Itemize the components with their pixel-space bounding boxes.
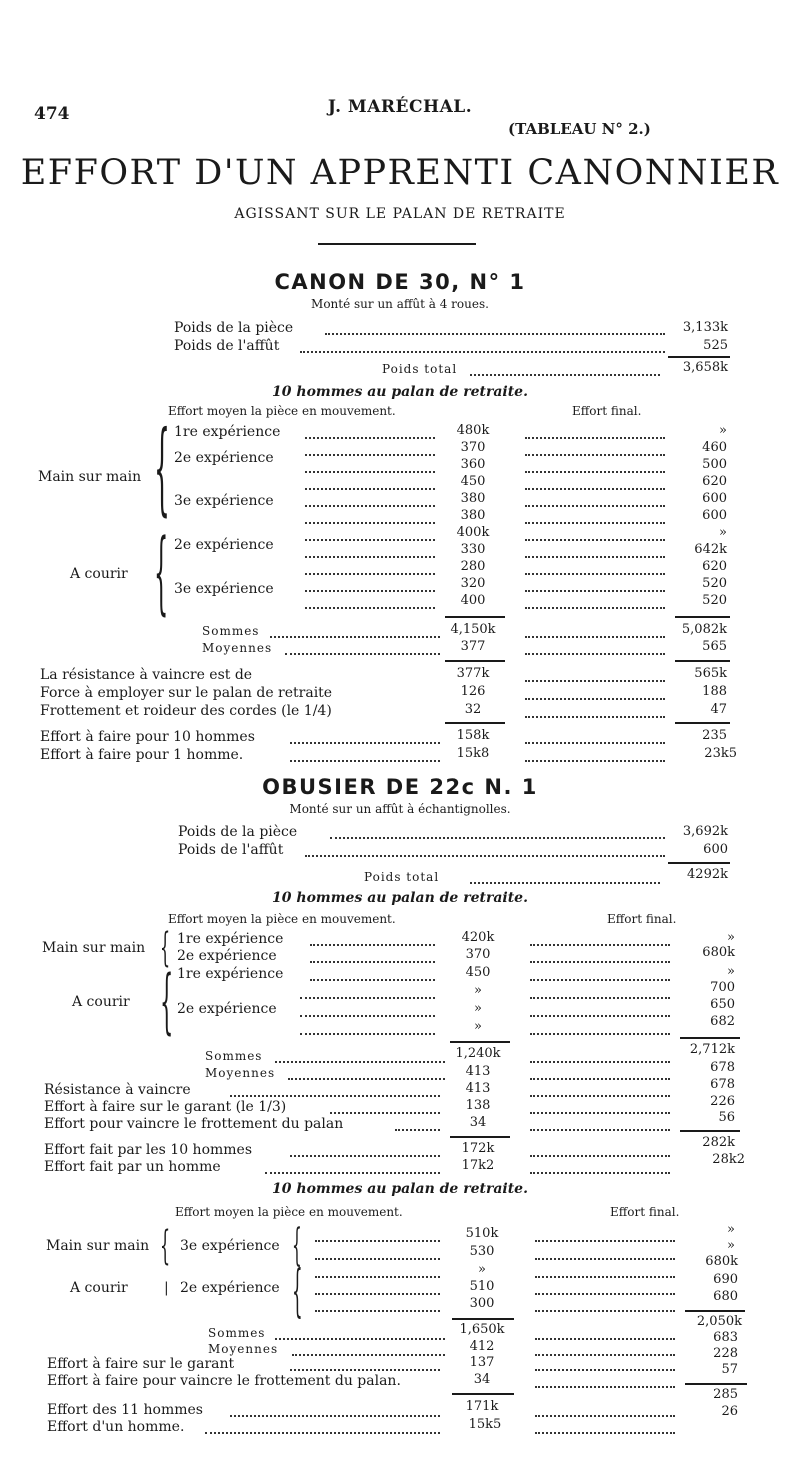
canon-weight-label-2: Poids de l'affût bbox=[174, 338, 280, 354]
dot-leader bbox=[305, 556, 435, 558]
canon-effort-f: 235 bbox=[702, 728, 727, 743]
obusier-group-main: Main sur main bbox=[42, 940, 146, 956]
dot-leader bbox=[530, 1015, 670, 1017]
obusier2-row-f: 680 bbox=[713, 1289, 738, 1304]
obusier2-exp-1: 3e expérience bbox=[180, 1238, 280, 1254]
obusier-calc-m: 34 bbox=[469, 1115, 487, 1130]
section-title-obusier: OBUSIER DE 22c N. 1 bbox=[262, 775, 538, 799]
obusier2-row-f: 690 bbox=[713, 1272, 738, 1287]
obusier-sommes-f: 2,712k bbox=[689, 1042, 735, 1057]
obusier2-calc-f: 57 bbox=[721, 1362, 738, 1377]
canon-calc-m: 32 bbox=[464, 702, 482, 717]
canon-exp-5: 3e expérience bbox=[174, 581, 274, 597]
canon-row-m: 360 bbox=[460, 457, 486, 472]
obusier-total-value: 4292k bbox=[687, 867, 728, 882]
dot-leader bbox=[530, 1112, 670, 1114]
dot-leader bbox=[530, 1061, 670, 1063]
dot-leader bbox=[525, 573, 665, 575]
obusier2-moyennes-m: 412 bbox=[469, 1339, 495, 1354]
dot-leader bbox=[305, 437, 435, 439]
sum-rule bbox=[675, 722, 730, 724]
canon-moyennes-m: 377 bbox=[460, 639, 486, 654]
canon-exp-3: 3e expérience bbox=[174, 493, 274, 509]
dot-leader bbox=[305, 539, 435, 541]
brace-icon: { bbox=[292, 1220, 302, 1271]
dot-leader bbox=[315, 1240, 440, 1242]
dot-leader bbox=[300, 1015, 435, 1017]
canon-calc-label-1: La résistance à vaincre est de bbox=[40, 667, 253, 683]
sum-rule bbox=[445, 616, 505, 618]
dot-leader bbox=[230, 1415, 440, 1417]
canon-sommes-m: 4,150k bbox=[450, 622, 496, 637]
dot-leader bbox=[315, 1258, 440, 1260]
dot-leader bbox=[315, 1276, 440, 1278]
obusier-calc-label-2: Effort à faire sur le garant (le 1/3) bbox=[44, 1099, 287, 1115]
canon-effort-m: 15k8 bbox=[456, 746, 490, 761]
sum-rule bbox=[685, 1383, 747, 1385]
obusier-total-label: Poids total bbox=[364, 870, 440, 884]
canon-effort-f: 23k5 bbox=[704, 746, 737, 761]
canon-row-m: 400k bbox=[456, 525, 490, 540]
sum-rule bbox=[452, 1393, 514, 1395]
obusier-exp-3: 1re expérience bbox=[177, 966, 284, 982]
dot-leader bbox=[525, 680, 665, 682]
dot-leader bbox=[230, 1095, 440, 1097]
canon-row-m: 380 bbox=[460, 491, 486, 506]
brace-icon: { bbox=[160, 960, 174, 1042]
dot-leader bbox=[315, 1293, 440, 1295]
obusier-row-f: 700 bbox=[710, 980, 735, 995]
dot-leader bbox=[535, 1310, 675, 1312]
sum-rule bbox=[675, 616, 730, 618]
dot-leader bbox=[290, 1369, 440, 1371]
dot-leader bbox=[310, 961, 435, 963]
canon-effort-label-1: Effort à faire pour 10 hommes bbox=[40, 729, 255, 745]
dot-leader bbox=[535, 1293, 675, 1295]
dot-leader bbox=[525, 556, 665, 558]
canon-sommes-f: 5,082k bbox=[681, 622, 727, 637]
obusier-calc-f: 56 bbox=[718, 1110, 735, 1125]
obusier-effort-f: 28k2 bbox=[712, 1152, 745, 1167]
brace-icon: { bbox=[160, 1223, 171, 1269]
dot-leader bbox=[275, 1061, 445, 1063]
dot-leader bbox=[530, 1033, 670, 1035]
canon-weight-value-1: 3,133k bbox=[682, 320, 728, 335]
obusier-sommes-m: 1,240k bbox=[455, 1046, 501, 1061]
dot-leader bbox=[292, 1354, 445, 1356]
page-title: EFFORT D'UN APPRENTI CANONNIER bbox=[20, 153, 780, 193]
canon-exp-1: 1re expérience bbox=[174, 424, 281, 440]
obusier-weight-label-2: Poids de l'affût bbox=[178, 842, 284, 858]
canon-row-f: 460 bbox=[702, 440, 727, 455]
canon-row-m: 280 bbox=[460, 559, 486, 574]
obusier2-calc-label-1: Effort à faire sur le garant bbox=[47, 1356, 235, 1372]
obusier-effort-m: 172k bbox=[461, 1141, 495, 1156]
sum-rule bbox=[675, 660, 730, 662]
canon-row-f: 600 bbox=[702, 508, 727, 523]
dot-leader bbox=[290, 1155, 440, 1157]
canon-row-m: 400 bbox=[460, 593, 486, 608]
obusier-row-m: 420k bbox=[461, 930, 495, 945]
canon-weight-value-2: 525 bbox=[703, 338, 728, 353]
dot-leader bbox=[305, 522, 435, 524]
canon-row-f: 500 bbox=[702, 457, 727, 472]
obusier-calc-m: 138 bbox=[465, 1098, 491, 1113]
obusier-row-m: » bbox=[474, 1001, 482, 1016]
dot-leader bbox=[525, 760, 665, 762]
obusier-calc-f: 226 bbox=[710, 1094, 735, 1109]
page-number: 474 bbox=[34, 104, 70, 124]
obusier-row-m: 370 bbox=[465, 947, 491, 962]
obusier2-calc-m: 137 bbox=[469, 1355, 495, 1370]
obusier2-row-m: 300 bbox=[469, 1296, 495, 1311]
dot-leader bbox=[470, 374, 660, 376]
obusier-row-f: 650 bbox=[710, 997, 735, 1012]
obusier-col-right: Effort final. bbox=[607, 912, 677, 926]
obusier-moyennes-m: 413 bbox=[465, 1064, 491, 1079]
dot-leader bbox=[305, 471, 435, 473]
canon-effort-label-2: Effort à faire pour 1 homme. bbox=[40, 747, 244, 763]
obusier-weight-label-1: Poids de la pièce bbox=[178, 824, 298, 840]
dot-leader bbox=[325, 333, 665, 335]
canon-row-f: » bbox=[719, 525, 727, 540]
dot-leader bbox=[290, 742, 440, 744]
dot-leader bbox=[290, 760, 440, 762]
title-rule bbox=[318, 243, 476, 245]
canon-moyennes-label: Moyennes bbox=[202, 641, 273, 655]
canon-group-main: Main sur main bbox=[38, 469, 142, 485]
obusier-col-left: Effort moyen la pièce en mouvement. bbox=[168, 912, 396, 926]
sum-rule bbox=[445, 660, 505, 662]
dot-leader bbox=[525, 742, 665, 744]
dot-leader bbox=[305, 505, 435, 507]
sum-rule bbox=[685, 1310, 745, 1312]
brace-icon: { bbox=[160, 925, 171, 971]
sum-rule bbox=[445, 722, 505, 724]
canon-calc-f: 565k bbox=[694, 666, 727, 681]
dot-leader bbox=[525, 471, 665, 473]
obusier-moyennes-label: Moyennes bbox=[205, 1066, 276, 1080]
dot-leader bbox=[300, 351, 665, 353]
obusier2-sommes-label: Sommes bbox=[208, 1326, 266, 1340]
obusier-sommes-label: Sommes bbox=[205, 1049, 263, 1063]
dot-leader bbox=[470, 882, 660, 884]
obusier-group-courir: A courir bbox=[72, 994, 130, 1010]
dot-leader bbox=[300, 1033, 435, 1035]
dot-leader bbox=[305, 590, 435, 592]
canon-men-title: 10 hommes au palan de retraite. bbox=[272, 384, 528, 400]
obusier2-row-m: 510 bbox=[469, 1279, 495, 1294]
obusier-row-f: 682 bbox=[710, 1014, 735, 1029]
brace-icon: { bbox=[292, 1259, 303, 1324]
tableau-label: (TABLEAU N° 2.) bbox=[508, 120, 651, 138]
brace-icon: { bbox=[154, 409, 170, 526]
dot-leader bbox=[525, 698, 665, 700]
dot-leader bbox=[535, 1369, 675, 1371]
obusier2-row-m: 530 bbox=[469, 1244, 495, 1259]
obusier-calc-m: 413 bbox=[465, 1081, 491, 1096]
dot-leader bbox=[530, 997, 670, 999]
canon-col-left: Effort moyen la pièce en mouvement. bbox=[168, 404, 396, 418]
canon-row-m: 380 bbox=[460, 508, 486, 523]
dot-leader bbox=[530, 979, 670, 981]
obusier2-effort-f: 26 bbox=[721, 1404, 738, 1419]
dot-leader bbox=[530, 1078, 670, 1080]
dot-leader bbox=[310, 944, 435, 946]
dot-leader bbox=[535, 1240, 675, 1242]
obusier-effort-label-2: Effort fait par un homme bbox=[44, 1159, 221, 1175]
dot-leader bbox=[305, 855, 665, 857]
obusier-row-f: 680k bbox=[702, 945, 735, 960]
sum-rule bbox=[668, 862, 730, 864]
obusier-calc-f: 678 bbox=[710, 1077, 735, 1092]
dot-leader bbox=[525, 505, 665, 507]
sum-rule bbox=[680, 1037, 740, 1039]
obusier2-calc-label-2: Effort à faire pour vaincre le frottement du palan. bbox=[47, 1373, 401, 1389]
canon-calc-label-3: Frottement et roideur des cordes (le 1/4) bbox=[40, 703, 332, 719]
canon-row-f: 620 bbox=[702, 474, 727, 489]
dot-leader bbox=[525, 488, 665, 490]
page-subtitle: AGISSANT SUR LE PALAN DE RETRAITE bbox=[234, 206, 566, 222]
obusier-weight-value-1: 3,692k bbox=[682, 824, 728, 839]
dot-leader bbox=[530, 1129, 670, 1131]
obusier2-effort-label-2: Effort d'un homme. bbox=[47, 1419, 185, 1435]
obusier2-men-title: 10 hommes au palan de retraite. bbox=[272, 1181, 528, 1197]
dot-leader bbox=[525, 607, 665, 609]
dot-leader bbox=[300, 997, 435, 999]
canon-row-m: 480k bbox=[456, 423, 490, 438]
obusier-calc-label-1: Résistance à vaincre bbox=[44, 1082, 191, 1098]
dot-leader bbox=[305, 607, 435, 609]
obusier2-col-left: Effort moyen la pièce en mouvement. bbox=[175, 1205, 403, 1219]
dot-leader bbox=[315, 1310, 440, 1312]
dot-leader bbox=[530, 961, 670, 963]
obusier-weight-value-2: 600 bbox=[703, 842, 728, 857]
dot-leader bbox=[535, 1386, 675, 1388]
obusier2-sommes-f: 2,050k bbox=[696, 1314, 742, 1329]
dot-leader bbox=[525, 454, 665, 456]
dot-leader bbox=[530, 1095, 670, 1097]
obusier2-row-m: 510k bbox=[465, 1226, 499, 1241]
canon-row-f: 642k bbox=[694, 542, 727, 557]
dot-leader bbox=[530, 1155, 670, 1157]
canon-row-m: 330 bbox=[460, 542, 486, 557]
obusier-effort-m: 17k2 bbox=[461, 1158, 495, 1173]
dot-leader bbox=[535, 1258, 675, 1260]
obusier2-moyennes-label: Moyennes bbox=[208, 1342, 279, 1356]
dot-leader bbox=[310, 979, 435, 981]
obusier-row-m: » bbox=[474, 1019, 482, 1034]
dot-leader bbox=[525, 522, 665, 524]
dot-leader bbox=[525, 437, 665, 439]
obusier2-row-f: » bbox=[727, 1222, 735, 1237]
obusier2-sommes-m: 1,650k bbox=[459, 1322, 505, 1337]
obusier2-effort-m: 171k bbox=[465, 1399, 499, 1414]
dot-leader bbox=[288, 1078, 445, 1080]
obusier-effort-f: 282k bbox=[702, 1135, 735, 1150]
canon-row-m: 370 bbox=[460, 440, 486, 455]
canon-group-courir: A courir bbox=[70, 566, 128, 582]
obusier2-row-m: » bbox=[478, 1262, 486, 1277]
dot-leader bbox=[330, 1112, 440, 1114]
obusier2-group-main: Main sur main bbox=[46, 1238, 150, 1254]
dot-leader bbox=[305, 573, 435, 575]
sum-rule bbox=[452, 1318, 514, 1320]
dot-leader bbox=[535, 1338, 675, 1340]
obusier-calc-label-3: Effort pour vaincre le frottement du palan bbox=[44, 1116, 344, 1132]
brace-icon: { bbox=[154, 520, 169, 625]
obusier2-row-f: 680k bbox=[705, 1254, 738, 1269]
dot-leader bbox=[535, 1415, 675, 1417]
dot-leader bbox=[285, 653, 440, 655]
dot-leader bbox=[535, 1354, 675, 1356]
obusier2-group-courir: A courir bbox=[70, 1280, 128, 1296]
obusier2-moyennes-f: 683 bbox=[713, 1330, 738, 1345]
obusier-men-title: 10 hommes au palan de retraite. bbox=[272, 890, 528, 906]
dot-leader bbox=[525, 716, 665, 718]
canon-total-label: Poids total bbox=[382, 362, 458, 376]
obusier-row-f: » bbox=[727, 964, 735, 979]
canon-weight-label-1: Poids de la pièce bbox=[174, 320, 294, 336]
dot-leader bbox=[530, 1172, 670, 1174]
canon-row-f: 620 bbox=[702, 559, 727, 574]
canon-total-value: 3,658k bbox=[682, 360, 728, 375]
canon-row-m: 450 bbox=[460, 474, 486, 489]
sum-rule bbox=[668, 356, 730, 358]
dot-leader bbox=[525, 539, 665, 541]
sum-rule bbox=[680, 1130, 740, 1132]
sum-rule bbox=[450, 1041, 510, 1043]
dot-leader bbox=[525, 636, 665, 638]
dot-leader bbox=[525, 653, 665, 655]
canon-calc-f: 47 bbox=[710, 702, 727, 717]
obusier-mount: Monté sur un affût à échantignolles. bbox=[289, 802, 511, 816]
obusier-row-m: » bbox=[474, 983, 482, 998]
canon-effort-m: 158k bbox=[456, 728, 490, 743]
obusier2-col-right: Effort final. bbox=[610, 1205, 680, 1219]
running-head-author: J. MARÉCHAL. bbox=[327, 97, 473, 117]
dot-leader bbox=[205, 1432, 440, 1434]
dot-leader bbox=[270, 636, 440, 638]
canon-calc-label-2: Force à employer sur le palan de retraite bbox=[40, 685, 333, 701]
dot-leader bbox=[535, 1276, 675, 1278]
dot-leader bbox=[305, 454, 435, 456]
canon-exp-4: 2e expérience bbox=[174, 537, 274, 553]
obusier2-effort-label-1: Effort des 11 hommes bbox=[47, 1402, 203, 1418]
obusier-row-m: 450 bbox=[465, 965, 491, 980]
canon-row-f: 520 bbox=[702, 576, 727, 591]
dot-leader bbox=[330, 837, 665, 839]
canon-calc-f: 188 bbox=[702, 684, 727, 699]
pipe-icon: | bbox=[164, 1280, 169, 1296]
canon-calc-m: 377k bbox=[456, 666, 490, 681]
dot-leader bbox=[265, 1172, 440, 1174]
canon-calc-m: 126 bbox=[460, 684, 486, 699]
dot-leader bbox=[525, 590, 665, 592]
canon-row-f: 600 bbox=[702, 491, 727, 506]
dot-leader bbox=[395, 1129, 440, 1131]
obusier2-effort-f: 285 bbox=[713, 1387, 738, 1402]
obusier-moyennes-f: 678 bbox=[710, 1060, 735, 1075]
obusier2-effort-m: 15k5 bbox=[468, 1417, 502, 1432]
obusier2-row-f: » bbox=[727, 1238, 735, 1253]
obusier-exp-4: 2e expérience bbox=[177, 1001, 277, 1017]
sum-rule bbox=[450, 1136, 510, 1138]
obusier-effort-label-1: Effort fait par les 10 hommes bbox=[44, 1142, 253, 1158]
obusier-exp-2: 2e expérience bbox=[177, 948, 277, 964]
obusier-row-f: » bbox=[727, 930, 735, 945]
canon-moyennes-f: 565 bbox=[702, 639, 727, 654]
dot-leader bbox=[305, 488, 435, 490]
section-title-canon: CANON DE 30, N° 1 bbox=[274, 270, 526, 294]
canon-row-f: 520 bbox=[702, 593, 727, 608]
dot-leader bbox=[535, 1432, 675, 1434]
dot-leader bbox=[275, 1338, 445, 1340]
canon-sommes-label: Sommes bbox=[202, 624, 260, 638]
obusier-exp-1: 1re expérience bbox=[177, 931, 284, 947]
canon-row-f: » bbox=[719, 423, 727, 438]
dot-leader bbox=[530, 944, 670, 946]
obusier2-calc-f: 228 bbox=[713, 1346, 738, 1361]
obusier2-exp-2: 2e expérience bbox=[180, 1280, 280, 1296]
canon-col-right: Effort final. bbox=[572, 404, 642, 418]
canon-mount: Monté sur un affût à 4 roues. bbox=[311, 297, 489, 311]
canon-exp-2: 2e expérience bbox=[174, 450, 274, 466]
obusier2-calc-m: 34 bbox=[473, 1372, 491, 1387]
canon-row-m: 320 bbox=[460, 576, 486, 591]
